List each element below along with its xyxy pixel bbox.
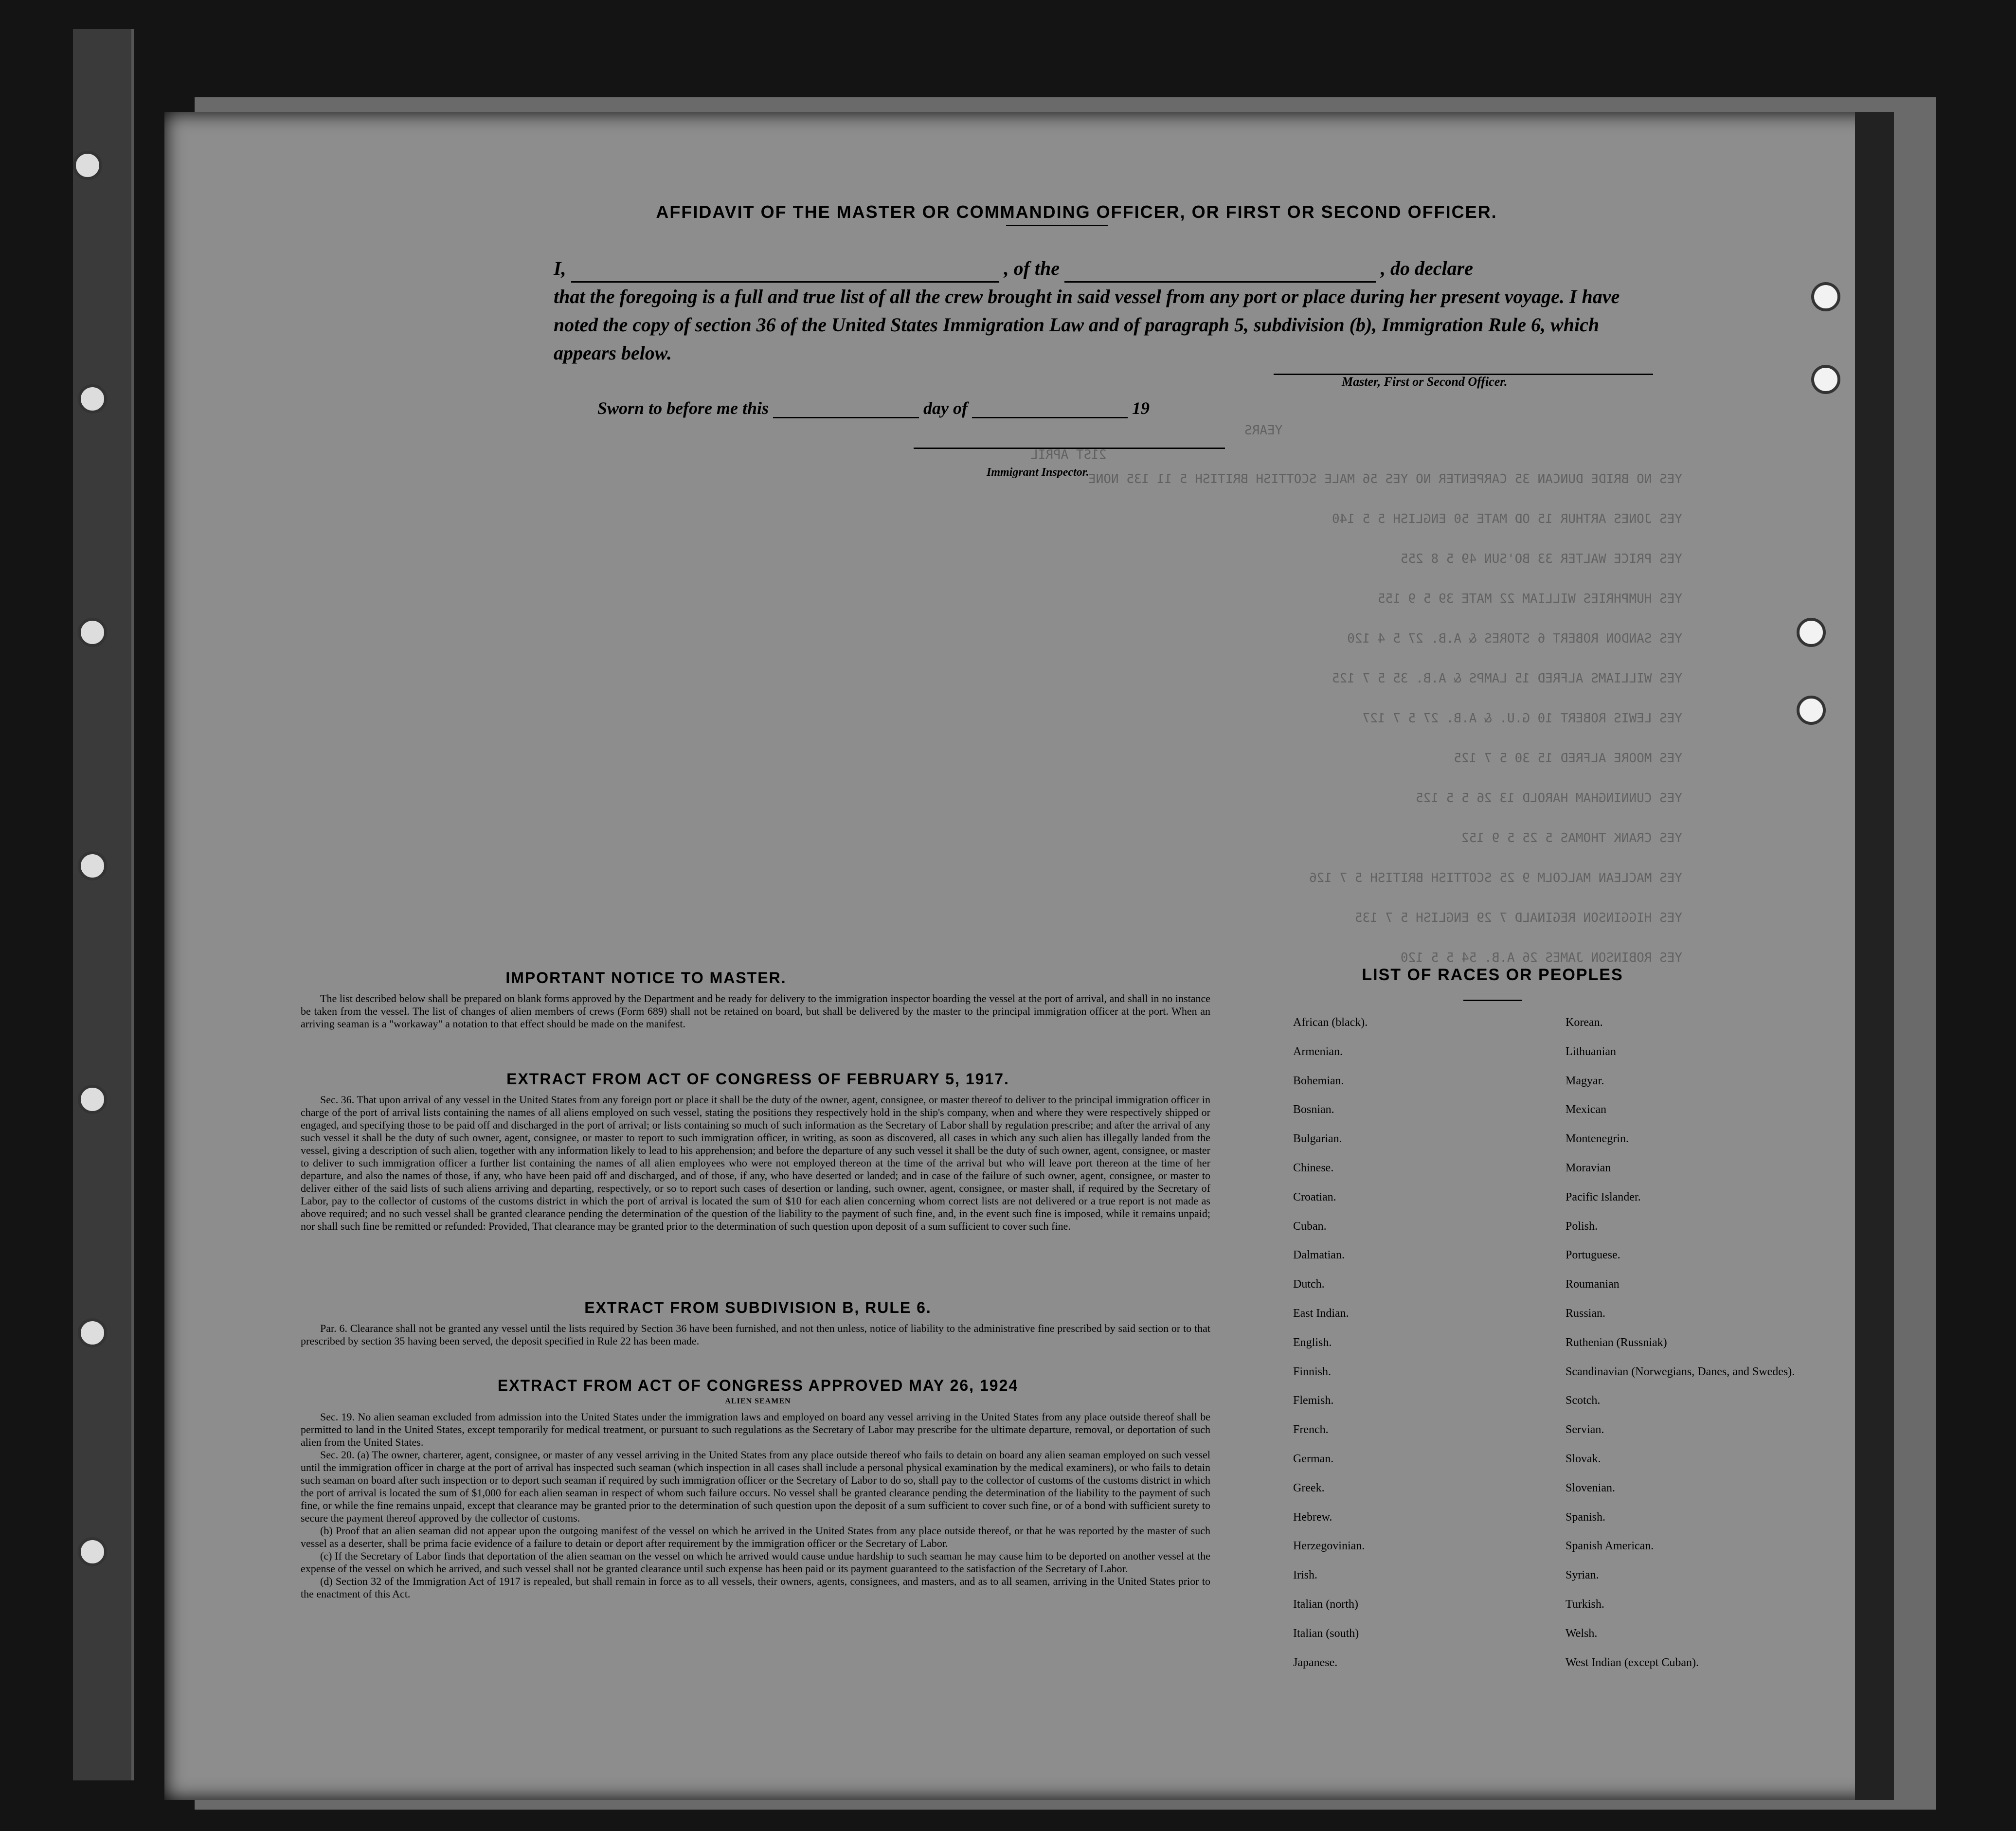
- declaration-body: that the foregoing is a full and true list of all the crew brought in said vessel from any port or place during her present voyage. I have noted the copy of section 36 of the United States Immigration Law and of paragraph 5, subdivision (b), Immigration Rule 6, which appears below.: [554, 286, 1620, 364]
- race-item: German.: [1293, 1452, 1334, 1465]
- extract-1917-paragraph: Sec. 36. That upon arrival of any vessel in the United States from any foreign port or place it shall be the duty of the owner, agent, consignee, or master thereof to deliver to the principal immigration officer in charge of the port of arrival lists containing the names of all aliens employed on such vessel, stating the positions they respectively hold in the ship's company, when and where they were respectively shipped or engaged, and specifying those to be paid off and discharged in the port of arrival; or lists containing so much of such information as the Secretary of Labor shall by regulation prescribe; and after the arrival of any such vessel it shall be the duty of such owner, agent, consignee, or master to report to such immigration officer, in writing, as soon as discovered, all cases in which any such alien has illegally landed from the vessel, giving a description of such alien, together with any information likely to lead to his apprehension; and before the departure of any such vessel it shall be the duty of such owner, agent, consignee, or master to deliver to such immigration officer a further list containing the names of all alien employees who were not employed thereon at the time of the arrival but who will leave port thereon at the time of her departure, and also the names of those, if any, who have been paid off and discharged, and of those, if any, who have deserted or landed; and in case of the failure of such owner, agent, consignee, or master to deliver either of the said lists of such aliens arriving and departing, respectively, or so to report such cases of desertion or landing, such owner, agent, consignee, or master shall, if required by the Secretary of Labor, pay to the collector of customs of the customs district in which the port of arrival is located the sum of $10 for each alien concerning whom correct lists are not delivered or a true report is not made as above required; and no such vessel shall be granted clearance pending the determination of the question of the liability to the payment of such fine, and, in the event such fine is imposed, while it remains unpaid; nor shall such fine be remitted or refunded: Provided, That clearance may be granted prior to the determination of such question upon deposit of a sum sufficient to cover such fine.: [301, 1094, 1210, 1232]
- race-item: Hebrew.: [1293, 1510, 1332, 1524]
- sworn-line: [597, 396, 1150, 418]
- extract-1924-body: [301, 1411, 1210, 1600]
- extract-1924-paragraph: (b) Proof that an alien seaman did not appear upon the outgoing manifest of the vessel on which he arrived in the United States from any place outside thereof, or that he was reported by the master of such vessel as a deserter, shall be prima facie evidence of a failure to detain or deport after requirement by the immigration officer or the Secretary of Labor.: [301, 1525, 1210, 1549]
- margin-hole: [78, 1318, 107, 1347]
- scanner-edge-strip: [73, 29, 134, 1780]
- notice-title: IMPORTANT NOTICE TO MASTER.: [505, 969, 787, 987]
- race-item: Welsh.: [1566, 1627, 1598, 1640]
- margin-hole: [73, 151, 102, 180]
- binder-hole: [1811, 365, 1840, 394]
- sworn-month-blank: [972, 396, 1128, 418]
- race-item: Italian (south): [1293, 1627, 1359, 1640]
- sworn-year: 19: [1132, 398, 1150, 418]
- inspector-line: [914, 448, 1225, 449]
- race-item: Roumanian: [1566, 1278, 1620, 1291]
- race-item: Slovenian.: [1566, 1481, 1615, 1494]
- signature-label: Master, First or Second Officer.: [1342, 375, 1508, 389]
- race-item: Servian.: [1566, 1423, 1604, 1436]
- notice-paragraph: The list described below shall be prepared on blank forms approved by the Department and be ready for delivery to the immigration inspector boarding the vessel at the port of arrival, and shall in no instance be taken from the vessel. The list of changes of alien members of crews (Form 689) shall not be retained on board, but shall be delivered by the master to the principal immigration officer at the port. When an arriving seaman is a "workaway" a notation to that effect should be made on the manifest.: [301, 992, 1210, 1030]
- bleed-through-row: YES MOORE ALFRED 15 30 5 7 125: [1454, 751, 1682, 766]
- sworn-prefix: Sworn to before me this: [597, 398, 769, 418]
- race-item: Scotch.: [1566, 1394, 1601, 1407]
- margin-hole: [78, 384, 107, 413]
- race-item: Portuguese.: [1566, 1249, 1620, 1262]
- race-item: Finnish.: [1293, 1365, 1332, 1378]
- title-rule: [1006, 225, 1108, 226]
- bleed-through-row: YES ROBINSON JAMES 26 A.B. 54 5 5 120: [1400, 951, 1682, 965]
- race-item: Turkish.: [1566, 1598, 1604, 1611]
- extract-1924-title: EXTRACT FROM ACT OF CONGRESS APPROVED MAY 26, 1924: [497, 1377, 1019, 1394]
- bleed-through-row: YES SANDON ROBERT 6 STORES & A.B. 27 5 4 120: [1347, 631, 1682, 646]
- bleed-through-row: YES PRICE WALTER 33 BO'SUN 49 5 8 255: [1400, 552, 1682, 566]
- race-item: French.: [1293, 1423, 1329, 1436]
- race-item: Russian.: [1566, 1307, 1606, 1320]
- race-item: Italian (north): [1293, 1598, 1358, 1611]
- bleed-through-date: 21ST APRIL: [1030, 448, 1107, 462]
- name-blank: [571, 253, 999, 283]
- race-item: West Indian (except Cuban).: [1566, 1656, 1699, 1669]
- vessel-blank: [1064, 253, 1376, 283]
- declaration-suffix: , do declare: [1381, 257, 1473, 279]
- extract-1924-subtitle: ALIEN SEAMEN: [725, 1397, 791, 1405]
- document-page: [164, 112, 1894, 1800]
- declaration-prefix: I,: [554, 257, 566, 279]
- bleed-through-row: YES CRANK THOMAS 5 25 5 9 152: [1461, 831, 1682, 845]
- bleed-through-row: YES WILLIAMS ALFRED 15 LAMPS & A.B. 35 5 7 125: [1332, 671, 1682, 686]
- sworn-day-blank: [773, 396, 919, 418]
- bleed-through-row: YES MACLEAN MALCOLM 9 25 SCOTTISH BRITISH 5 7 126: [1309, 871, 1682, 885]
- race-item: Montenegrin.: [1566, 1132, 1629, 1146]
- race-item: English.: [1293, 1336, 1332, 1349]
- binder-hole: [1797, 618, 1826, 647]
- race-item: Polish.: [1566, 1220, 1598, 1233]
- bleed-through-header: YEARS: [1244, 423, 1283, 438]
- extract-rule6-body: [301, 1322, 1210, 1347]
- race-item: Bulgarian.: [1293, 1132, 1342, 1146]
- extract-rule6-paragraph: Par. 6. Clearance shall not be granted any vessel until the lists required by Section 36 have been furnished, and not then unless, notice of liability to the administrative fine prescribed by said section or to that prescribed by section 35 having been served, the deposit specified in Rule 22 has been made.: [301, 1322, 1210, 1347]
- notice-body: [301, 992, 1210, 1030]
- bleed-through-row: YES LEWIS ROBERT 10 G.U. & A.B. 27 5 7 127: [1362, 711, 1682, 726]
- binder-hole: [1811, 282, 1840, 311]
- affidavit-body: [554, 253, 1653, 367]
- race-item: Lithuanian: [1566, 1045, 1616, 1058]
- declaration-mid: , of the: [1004, 257, 1060, 279]
- inspector-label: Immigrant Inspector.: [987, 466, 1089, 479]
- race-item: Bosnian.: [1293, 1103, 1334, 1116]
- bleed-through-row: YES HIGGINSON REGINALD 7 29 ENGLISH 5 7 135: [1354, 911, 1682, 925]
- declaration-line: [554, 253, 1653, 283]
- extract-1917-body: [301, 1094, 1210, 1233]
- races-title: LIST OF RACES OR PEOPLES: [1362, 966, 1623, 984]
- binder-hole: [1797, 696, 1826, 725]
- race-item: Ruthenian (Russniak): [1566, 1336, 1667, 1349]
- race-item: Flemish.: [1293, 1394, 1334, 1407]
- race-item: Cuban.: [1293, 1220, 1327, 1233]
- margin-hole: [78, 851, 107, 880]
- bleed-through-row: YES NO BRIDE DUNCAN 35 CARPENTER NO YES 56 MALE SCOTTISH BRITISH 5 11 135 NONE: [1088, 472, 1682, 486]
- race-item: Dalmatian.: [1293, 1249, 1345, 1262]
- margin-hole: [78, 618, 107, 647]
- race-item: Herzegovinian.: [1293, 1540, 1365, 1553]
- race-item: East Indian.: [1293, 1307, 1349, 1320]
- sworn-day-label: day of: [923, 398, 968, 418]
- race-item: Armenian.: [1293, 1045, 1343, 1058]
- race-item: Dutch.: [1293, 1278, 1325, 1291]
- extract-rule6-title: EXTRACT FROM SUBDIVISION B, RULE 6.: [584, 1299, 932, 1316]
- race-item: Spanish.: [1566, 1510, 1606, 1524]
- page-shadow-right: [1855, 112, 1894, 1800]
- race-item: Moravian: [1566, 1161, 1611, 1174]
- race-item: Pacific Islander.: [1566, 1190, 1641, 1203]
- bleed-through-row: YES HUMPHRIES WILLIAM 22 MATE 39 5 9 155: [1377, 592, 1682, 606]
- race-item: Irish.: [1293, 1569, 1317, 1582]
- race-item: Syrian.: [1566, 1569, 1599, 1582]
- race-item: Slovak.: [1566, 1452, 1601, 1465]
- race-item: Korean.: [1566, 1016, 1603, 1029]
- extract-1924-paragraph: (d) Section 32 of the Immigration Act of 1917 is repealed, but shall remain in force as to all vessels, their owners, agents, consignees, and masters, and as to all seamen, arriving in the United States prior to the enactment of this Act.: [301, 1575, 1210, 1600]
- extract-1924-paragraph: Sec. 20. (a) The owner, charterer, agent, consignee, or master of any vessel arriving in the United States from any place outside thereof who fails to detain on board any alien seaman employed on such vessel until the immigration officer in charge at the port of arrival has inspected such seaman (which inspection in all cases shall include a personal physical examination by the medical examiners), or who fails to detain such seaman on board after such inspection or to deport such seaman if required by such immigration officer or the Secretary of Labor to do so, shall pay to the collector of customs of the customs district in which the port of arrival is located the sum of $1,000 for each alien seaman in respect of whom such failure occurs. No vessel shall be granted clearance pending the determination of the liability to the payment of such fine, or while the fine remains unpaid, except that clearance may be granted prior to the determination of such question upon the deposit of a sum sufficient to cover such fine, or of a bond with sufficient surety to secure the payment thereof approved by the collector of customs.: [301, 1449, 1210, 1524]
- race-item: Scandinavian (Norwegians, Danes, and Swedes).: [1566, 1365, 1795, 1378]
- affidavit-title: AFFIDAVIT OF THE MASTER OR COMMANDING OFFICER, OR FIRST OR SECOND OFFICER.: [656, 202, 1497, 222]
- race-item: Greek.: [1293, 1481, 1325, 1494]
- extract-1924-paragraph: (c) If the Secretary of Labor finds that deportation of the alien seaman on the vessel on which he arrived would cause undue hardship to such seaman he may cause him to be deported on another vessel at the expense of the vessel on which he arrived, and such vessel shall not be granted clearance until such expense has been paid or its payment guaranteed to the satisfaction of the Secretary of Labor.: [301, 1550, 1210, 1575]
- race-item: African (black).: [1293, 1016, 1368, 1029]
- race-item: Croatian.: [1293, 1190, 1336, 1203]
- bleed-through-row: YES CUNNINGHAM HAROLD 13 26 5 5 125: [1416, 791, 1682, 806]
- bleed-through-row: YES JONES ARTHUR 15 OD MATE 50 ENGLISH 5 5 140: [1332, 512, 1682, 526]
- extract-1924-paragraph: Sec. 19. No alien seaman excluded from admission into the United States under the immigration laws and employed on board any vessel arriving in the United States from any place outside thereof shall be permitted to land in the United States, except temporarily for medical treatment, or pursuant to such regulations as the Secretary of Labor may prescribe for the ultimate departure, removal, or deportation of such alien from the United States.: [301, 1411, 1210, 1448]
- extract-1917-title: EXTRACT FROM ACT OF CONGRESS OF FEBRUARY 5, 1917.: [506, 1070, 1009, 1088]
- races-right-column: [1566, 1008, 1838, 1677]
- margin-hole: [78, 1537, 107, 1566]
- race-item: Mexican: [1566, 1103, 1606, 1116]
- race-item: Magyar.: [1566, 1074, 1604, 1087]
- margin-hole: [78, 1085, 107, 1114]
- race-item: Bohemian.: [1293, 1074, 1344, 1087]
- races-title-rule: [1463, 1000, 1522, 1001]
- races-left-column: [1293, 1008, 1546, 1677]
- race-item: Japanese.: [1293, 1656, 1338, 1669]
- race-item: Spanish American.: [1566, 1540, 1654, 1553]
- race-item: Chinese.: [1293, 1161, 1334, 1174]
